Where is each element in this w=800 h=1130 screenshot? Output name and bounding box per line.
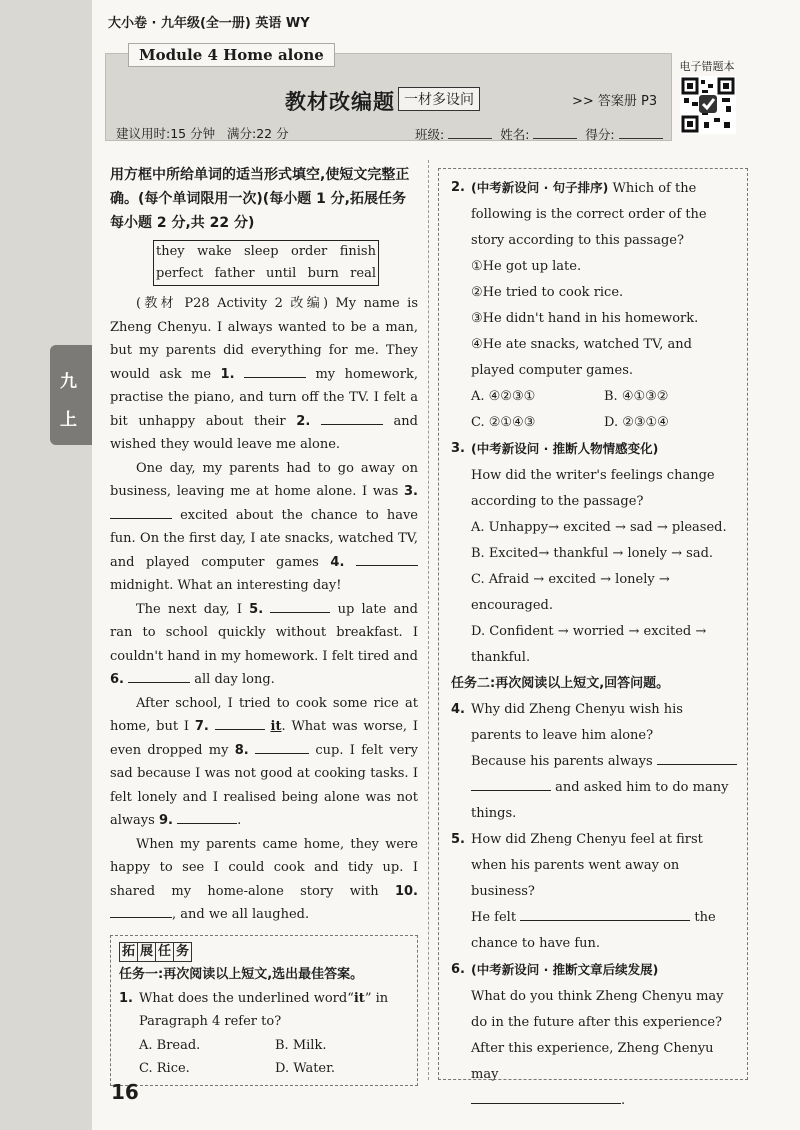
question-tag: (中考新设问 · 推断文章后续发展) [471, 962, 659, 977]
order-item: ①He got up late. [471, 259, 582, 274]
question-5 [451, 827, 737, 905]
questions-column [438, 168, 748, 1108]
score-label: 得分: [585, 127, 615, 142]
answer-prompt: and asked him to do many things. [471, 780, 729, 821]
option-c[interactable]: C. Afraid → excited → lonely → encouraged. [471, 572, 670, 613]
question-2 [451, 175, 737, 254]
option-a[interactable]: A. Bread. [139, 1037, 201, 1053]
question-tag: (中考新设问 · 句子排序) [471, 180, 609, 195]
task-head-char: 务 [173, 942, 192, 962]
blank-number: 8. [234, 742, 249, 758]
grade-tab-char: 九 [60, 372, 77, 392]
answer-4 [451, 749, 737, 827]
word: perfect [156, 266, 204, 281]
variant-badge: 一材多设问 [398, 87, 480, 111]
task-one-label: 任务一:再次阅读以上短文,选出最佳答案。 [119, 967, 364, 982]
blank-10[interactable] [110, 903, 172, 918]
passage-text: (教材 P28 Activity 2 改编) My name is Zheng Chenyu. I always wanted to be a man, but my parents did everything for me. They would ask me [110, 296, 418, 382]
word-box-row [156, 263, 376, 285]
name-field[interactable] [533, 124, 577, 139]
blank-number: 3. [404, 484, 418, 499]
page-number: 16 [111, 1080, 139, 1104]
blank-number: 10. [394, 883, 418, 899]
blank-1[interactable] [244, 363, 306, 378]
question-tag: (中考新设问 · 推断人物情感变化) [471, 441, 659, 456]
quoted-word: it [353, 990, 365, 1006]
passage-text: When my parents came home, they were happy to see I could cook and tidy up. I shared my home-alone story with [110, 836, 418, 899]
passage-column [110, 163, 418, 1086]
word: wake [197, 244, 232, 259]
option-c[interactable]: C. ②①④③ [471, 415, 536, 430]
question-number: 2. [451, 180, 465, 195]
class-field[interactable] [448, 124, 492, 139]
paragraph-5 [110, 833, 418, 927]
question-number: 6. [451, 962, 465, 977]
task-head-char: 展 [137, 942, 156, 962]
question-4 [451, 697, 737, 749]
answer-6-field[interactable] [471, 1089, 621, 1104]
series-title: 大小卷 · 九年级(全一册) 英语 WY [108, 16, 310, 31]
passage-text: excited about the chance to have fun. On the first day, I ate snacks, watched TV, and played computer games [110, 507, 418, 570]
question-2-options [451, 384, 737, 436]
task-head-char: 任 [155, 942, 174, 962]
passage-text: up late and ran to school quickly without breakfast. I couldn't hand in my homework. I felt tired and [110, 601, 418, 664]
word: real [350, 266, 376, 281]
question-text [471, 436, 737, 515]
passage-text: midnight. What an interesting day! [110, 578, 342, 593]
blank-number: 5. [249, 601, 264, 617]
passage-text: The next day, I [136, 601, 250, 617]
option-b[interactable]: B. ④①③② [604, 389, 669, 404]
answer-prompt: the chance to have fun. [471, 910, 716, 951]
word: they [156, 244, 185, 259]
grade-tab [50, 345, 92, 445]
passage-text: all day long. [190, 672, 275, 687]
grade-tab-char: 上 [60, 410, 77, 430]
paragraph-3 [110, 598, 418, 692]
blank-7[interactable] [215, 715, 265, 730]
order-item: ④He ate snacks, watched TV, and played computer games. [471, 337, 692, 378]
ebook-label: 电子错题本 [679, 60, 735, 73]
answer-6 [451, 1036, 737, 1114]
blank-number: 9. [158, 813, 173, 828]
question-number: 5. [451, 832, 465, 847]
paragraph-4 [110, 692, 418, 833]
question-text: Why did Zheng Chenyu wish his parents to leave him alone? [471, 702, 683, 743]
question-number: 1. [119, 990, 133, 1006]
question-1-options [119, 1034, 411, 1081]
qr-code-icon[interactable] [680, 76, 736, 134]
word: burn [307, 266, 339, 281]
blank-number: 6. [110, 672, 124, 687]
option-c[interactable]: C. Rice. [139, 1061, 190, 1076]
question-text-part: What do you think Zheng Chenyu may do in the future after this experience? [471, 989, 724, 1030]
word-box-row [156, 241, 376, 263]
word: finish [339, 244, 376, 259]
task-two-label: 任务二:再次阅读以上短文,回答问题。 [451, 676, 670, 691]
column-divider [428, 160, 429, 1080]
passage-text: . [237, 813, 242, 828]
student-info [415, 124, 667, 143]
question-1 [119, 987, 411, 1034]
blank-number: 2. [296, 413, 311, 429]
question-text [471, 175, 737, 254]
question-text [139, 987, 411, 1034]
blank-number: 1. [220, 366, 235, 382]
order-item: ②He tried to cook rice. [471, 285, 624, 300]
order-item: ③He didn't hand in his homework. [471, 311, 699, 326]
question-text-part: What does the underlined word“ [139, 990, 354, 1006]
word: order [291, 244, 328, 259]
passage-text: my homework, practise the piano, and turn off the TV. I felt a bit unhappy about their [110, 366, 418, 429]
question-text-part: How did the writer's feelings change according to the passage? [471, 468, 715, 509]
option-d[interactable]: D. ②③①④ [604, 415, 669, 430]
option-d[interactable]: D. Water. [275, 1061, 336, 1076]
passage-text: cup. I felt very sad because I was not good at cooking tasks. I felt lonely and I realised being alone was not always [110, 742, 418, 828]
time-and-score [116, 124, 289, 142]
task-head-char: 拓 [119, 942, 138, 962]
name-label: 姓名: [500, 127, 530, 142]
answer-prompt: He felt [471, 910, 517, 925]
answer-prompt: After this experience, Zheng Chenyu may [471, 1041, 714, 1082]
passage-text: After school, I tried to cook some rice at home, but I [110, 695, 418, 734]
blank-9[interactable] [177, 809, 237, 824]
word: until [265, 266, 297, 281]
option-a[interactable]: A. Unhappy→ excited → sad → pleased. [471, 520, 727, 535]
score-field[interactable] [619, 124, 663, 139]
question-text [471, 957, 737, 1036]
option-d[interactable]: D. Confident → worried → excited → thankful. [471, 624, 707, 665]
answer-5-field[interactable] [520, 906, 690, 921]
passage-text: . What was worse, I even dropped my [110, 719, 418, 758]
page-title: 教材改编题 [285, 90, 395, 114]
question-3 [451, 436, 737, 515]
question-text: How did Zheng Chenyu feel at first when his parents went away on business? [471, 832, 703, 899]
passage-text: One day, my parents had to go away on business, leaving me at home alone. I was [110, 460, 418, 499]
question-number: 3. [451, 441, 465, 456]
answer-4-field[interactable] [657, 750, 737, 765]
word: father [214, 266, 255, 281]
word-box [153, 240, 379, 286]
module-title: Module 4 Home alone [128, 43, 335, 67]
answer-end: . [621, 1093, 626, 1108]
blank-8[interactable] [255, 739, 309, 754]
option-a[interactable]: A. ④②③① [471, 389, 536, 404]
passage-text: , and we all laughed. [172, 907, 310, 922]
full-score: 满分:22 分 [227, 126, 289, 141]
blank-6[interactable] [128, 668, 190, 683]
question-number: 4. [451, 702, 465, 717]
blank-5[interactable] [270, 598, 330, 613]
question-6 [451, 957, 737, 1036]
option-b[interactable]: B. Excited→ thankful → lonely → sad. [471, 546, 714, 561]
blank-4[interactable] [356, 551, 418, 566]
extension-task-header [119, 942, 191, 962]
paragraph-1 [110, 292, 418, 457]
answer-4-field-2[interactable] [471, 776, 551, 791]
blank-3[interactable] [110, 504, 172, 519]
passage-text: and wished they would leave me alone. [110, 413, 418, 452]
answer-reference: >> 答案册 P3 [572, 94, 658, 109]
word: sleep [244, 244, 279, 259]
extension-task-box [110, 935, 418, 1086]
paragraph-2 [110, 457, 418, 598]
blank-2[interactable] [321, 410, 383, 425]
blank-number: 7. [194, 719, 209, 734]
answer-5 [451, 905, 737, 957]
option-b[interactable]: B. Milk. [275, 1037, 327, 1053]
class-label: 班级: [415, 127, 445, 142]
underlined-word: it [270, 719, 282, 734]
question-text-part: Which of the following is the correct order of the story according to this passage? [471, 181, 707, 248]
instruction: 用方框中所给单词的适当形式填空,使短文完整正确。(每个单词限用一次)(每小题 1 分,拓展任务每小题 2 分,共 22 分) [110, 167, 410, 231]
blank-number: 4. [330, 554, 345, 570]
answer-prompt: Because his parents always [471, 754, 653, 769]
page-left-margin [0, 0, 92, 1130]
suggested-time: 建议用时:15 分钟 [116, 126, 216, 141]
question-text-part: ” in Paragraph 4 refer to? [139, 990, 389, 1029]
